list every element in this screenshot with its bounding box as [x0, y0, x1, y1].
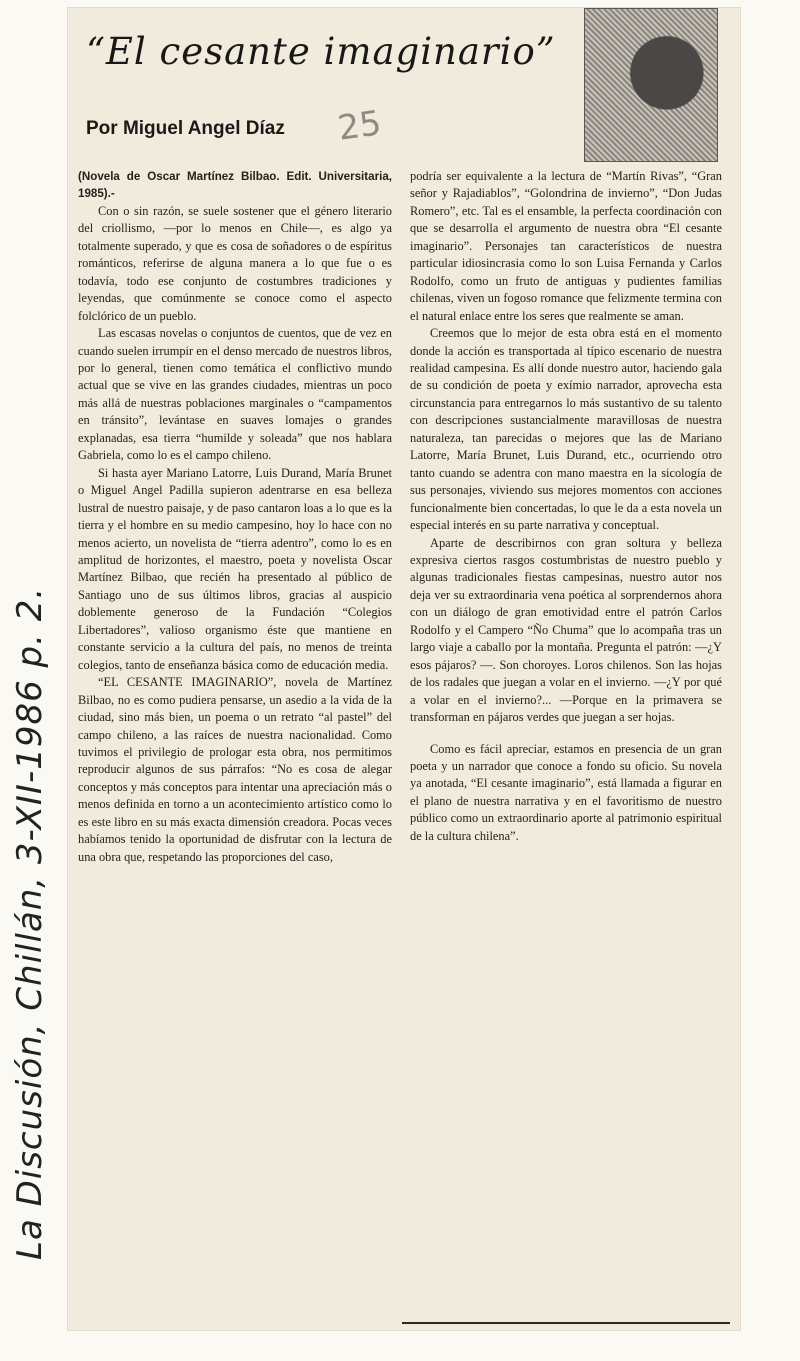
right-column — [410, 168, 722, 845]
paragraph: Creemos que lo mejor de esta obra está en el momento donde la acción es transportada al típico escenario de nuestra realidad campesina. Es allí donde nuestro autor, haciendo gala de su condición de poeta y exímio narrador, aprovecha esta circunstancia para entregarnos lo más sustantivo de su talento con descripciones sustancialmente maravillosas de nuestra naturaleza, tan parecidas o mejores que las de Mariano Latorre, María Brunet, Luis Durand, etc., ocurriendo otro tanto cuando se adentra con mano maestra en la sicología de sus personajes, viviendo sus mejores momentos con acciones funcionalmente bien concertadas, lo que le da a esta novela un especial interés en su parte narrativa y conceptual. — [410, 326, 722, 533]
paragraph: Con o sin razón, se suele sostener que el género literario del criollismo, —por lo menos en Chile—, es algo ya totalmente superado, y que es cosa de soñadores o de espíritus románticos, referirse de alguna manera a lo que fue o es todavía, todo ese conjunto de costumbres tradiciones y leyendas, que comúnmente se conoce como el aspecto folclórico de un pueblo. — [78, 203, 392, 323]
author-photo — [584, 8, 718, 162]
paragraph: Las escasas novelas o conjuntos de cuentos, que de vez en cuando suelen irrumpir en el denso mercado de nuestros libros, por lo general, tienen como temática el conflictivo mundo actual que se vive en las grandes ciudades, mientras un poco más allá de nuestras poblaciones marginales o “campamentos en tránsito”, levántase en suaves lomajes o grandes explanadas, esa tierra “humilde y soleada” que nos hablara Gabriela, como lo es el campo chileno. — [78, 326, 392, 463]
book-reference: (Novela de Oscar Martínez Bilbao. Edit. Universitaria, 1985).- — [78, 170, 392, 201]
handwritten-source-note: La Discusión, Chillán, 3-XII-1986 p. 2. — [10, 586, 50, 1260]
article-byline: Por Miguel Angel Díaz — [86, 118, 285, 139]
left-column — [78, 168, 392, 866]
paragraph: Como es fácil apreciar, estamos en presencia de un gran poeta y un narrador que conoce a fondo su oficio. Su novela ya anotada, “El cesante imaginario”, está llamada a figurar en el plano de nuestra narrativa y en el favoritismo de nuestro público como un extraordinario aporte al patrimonio espiritual de la cultura chilena”. — [410, 741, 722, 843]
paragraph: Aparte de describirnos con gran soltura y belleza expresiva ciertos rasgos costumbristas de nuestro pueblo y algunas tradicionales fiestas campesinas, nuestro autor nos deja ver su extraordinaria vena poética al sorprendernos ahora con un diálogo de gran emotividad entre el patrón Carlos Rodolfo y el Campero “Ño Chuma” que lo acompaña tras un largo viaje a caballo por la montaña. Pregunta el patrón: —¿Y esos pájaros? —. Son choroyes. Loros chilenos. Son las hojas de los radales que juegan a volar en el invierno. —¿Y por qué a volar en el invierno?... —Porque en la primavera se transforman en pájaros verdes que juegan a ser hojas. — [410, 535, 722, 725]
article-title: “El cesante imaginario” — [86, 30, 556, 73]
margin-mark: 25 — [335, 103, 384, 149]
paragraph: Si hasta ayer Mariano Latorre, Luis Durand, María Brunet o Miguel Angel Padilla supieron adentrarse en esa belleza lustral de nuestro paisaje, y de paso cantaron loas a lo que es la tierra y el hombre en su medio campesino, hoy lo hace con no menos acierto, un novelista de “tierra adentro”, como lo es en amplitud de horizontes, el maestro, poeta y novelista Oscar Martínez Bilbao, que recién ha presentado al público de Santiago uno de sus últimos libros, gracias al auspicio doblemente generoso de la Fundación “Colegios Libertadores”, valioso organismo éste que mantiene en constante servicio a la cultura del país, no menos de treinta colegios, tanto de enseñanza básica como de educación media. — [78, 465, 392, 672]
paragraph: podría ser equivalente a la lectura de “Martín Rivas”, “Gran señor y Rajadiablos”, “Golondrina de invierno”, “Don Judas Romero”, etc. Tal es el ensamble, la perfecta coordinación con que se desarrolla el argumento de nuestra obra “El cesante imaginario”. Personajes tan característicos de nuestra particular idiosincrasia como lo son Luisa Fernanda y Carlos Rodolfo, como un fruto de antiguas y pudientes familias chilenas, viven un fogoso romance que felizmente termina con el natural enlace entre los seres que realmente se aman. — [410, 169, 722, 323]
paragraph: “EL CESANTE IMAGINARIO”, novela de Martínez Bilbao, no es como pudiera pensarse, un asedio a la vida de la ciudad, sino más bien, un poema o un retrato “al pastel” del campo chileno, a las raíces de nuestra nacionalidad. Como tuvimos el privilegio de prologar esta obra, nos permitimos reproducir algunos de sus párrafos: “No es cosa de alegar conceptos y más conceptos para intentar una apreciación más o menos definida en torno a un acontecimiento artístico como lo es este libro en su más exacta dimensión creadora. Pocas veces habíamos tenido la oportunidad de disfrutar con la lectura de una obra que, respetando las proporciones del caso, — [78, 675, 392, 864]
bottom-rule — [402, 1322, 730, 1324]
